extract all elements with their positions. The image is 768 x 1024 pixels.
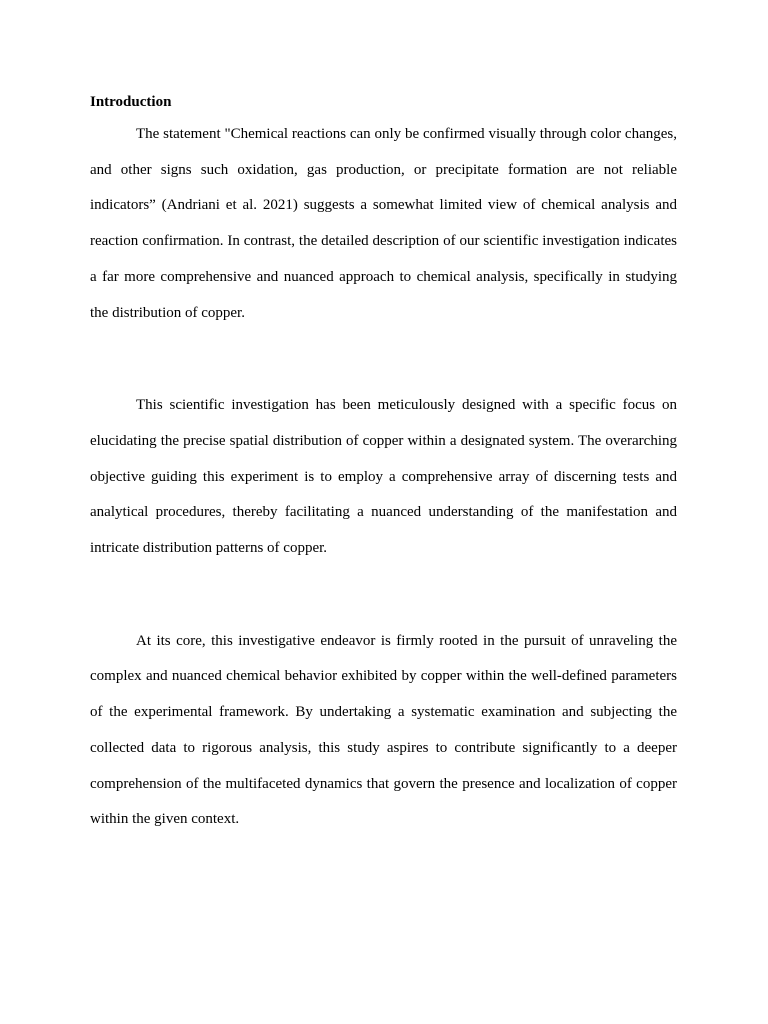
document-page bbox=[90, 91, 677, 838]
paragraph-1: The statement "Chemical reactions can only be confirmed visually through color changes, and other signs such oxidation, gas production, or precipitate formation are not reliable indicators” (Andriani et al. 2021) suggests a somewhat limited view of chemical analysis and reaction confirmation. In contrast, the detailed description of our scientific investigation indicates a far more comprehensive and nuanced approach to chemical analysis, specifically in studying the distribution of copper. bbox=[90, 126, 677, 321]
section-heading: Introduction bbox=[90, 94, 172, 110]
paragraph-3: At its core, this investigative endeavor is firmly rooted in the pursuit of unraveling the complex and nuanced chemical behavior exhibited by copper within the well-defined parameters of the experimental framework. By undertaking a systematic examination and subjecting the collected data to rigorous analysis, this study aspires to contribute significantly to a deeper comprehension of the multifaceted dynamics that govern the presence and localization of copper within the given context. bbox=[90, 632, 677, 828]
paragraph-2: This scientific investigation has been meticulously designed with a specific focus on elucidating the precise spatial distribution of copper within a designated system. The overarching objective guiding this experiment is to employ a comprehensive array of discerning tests and analytical procedures, thereby facilitating a nuanced understanding of the manifestation and intricate distribution patterns of copper. bbox=[90, 397, 677, 557]
